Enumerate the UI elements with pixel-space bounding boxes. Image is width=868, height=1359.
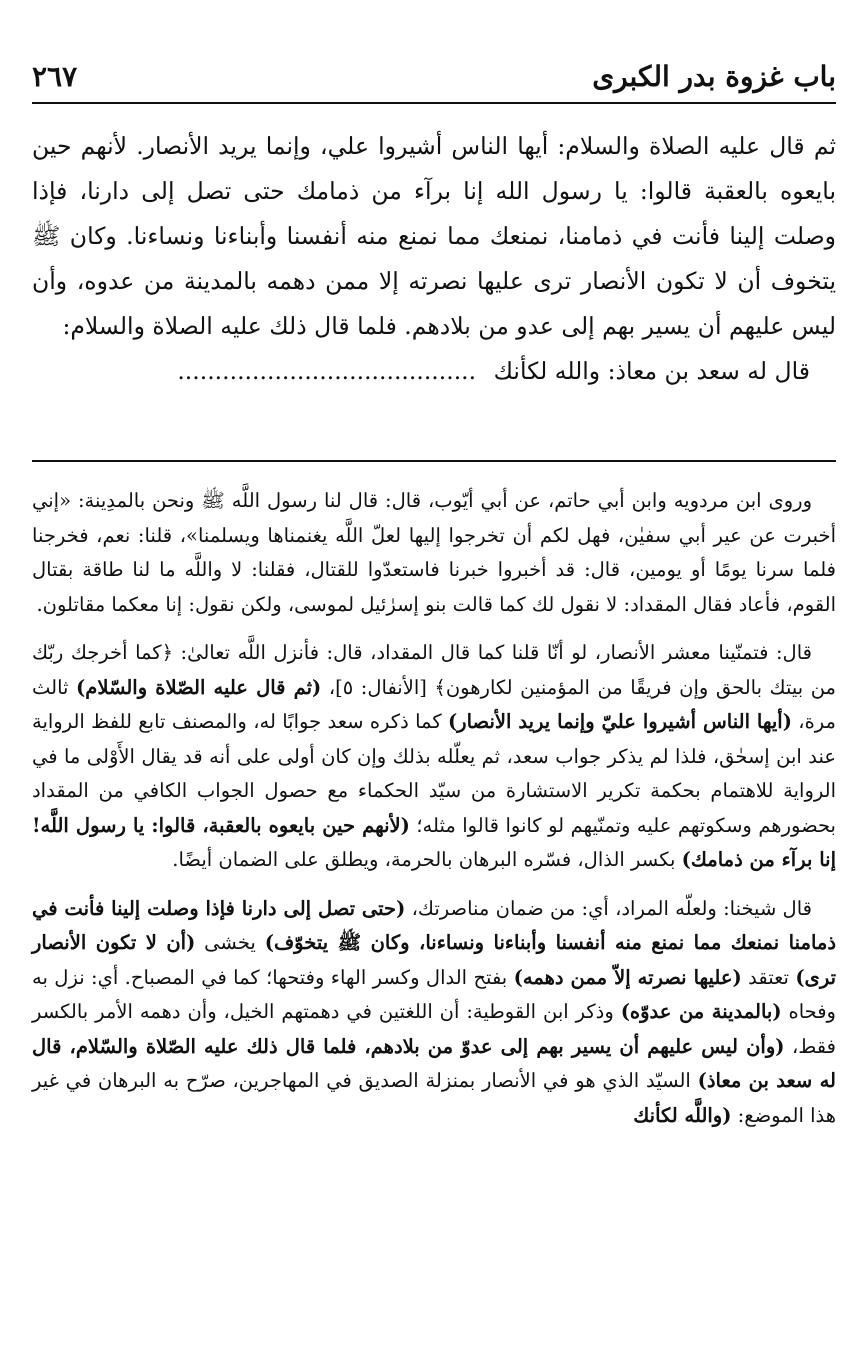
commentary-text: السيّد الذي هو في الأنصار بمنزلة الصديق في المهاجرين، صرّح به البرهان في غير هذا الموضع: xyxy=(32,1069,836,1127)
commentary-text: قال شيخنا: ولعلّه المراد، أي: من ضمان مناصرتك، xyxy=(405,896,812,920)
quoted-main-text: (بالمدينة من عدوّه) xyxy=(620,1000,782,1023)
quoted-main-text: (ثم قال عليه الصّلاة والسّلام) xyxy=(76,675,322,699)
commentary-text: قال: فتمنّينا معشر الأنصار، لو أنّا قلنا كما قال المقداد، قال: فأنزل اللَّه تعالىٰ: ﴿كما أخرجك ربّك من بيتك بالحق وإن فريقًا من المؤمنين لكارهون﴾ [الأنفال: ٥]، xyxy=(32,641,837,699)
main-text-continuation xyxy=(32,349,836,394)
chapter-title: باب غزوة بدر الكبرى xyxy=(592,59,836,93)
commentary-paragraph xyxy=(32,636,836,878)
commentary-text: ثالث مرة، xyxy=(32,675,836,733)
main-text-paragraph: ثم قال عليه الصلاة والسلام: أيها الناس أشيروا علي، وإنما يريد الأنصار. لأنهم حين بايعوه بالعقبة قالوا: يا رسول الله إنا برآء من ذمامك حتى تصل إلى دارنا، فإذا وصلت إلينا فأنت في ذمامنا، نمنعك مما نمنع منه أنفسنا وأبناءنا ونساءنا. وكان ﷺ يتخوف أن لا تكون الأنصار ترى عليها نصرته إلا ممن دهمه بالمدينة من عدوه، وأن ليس عليهم أن يسير بهم إلى عدو من بلادهم. فلما قال ذلك عليه الصلاة والسلام: xyxy=(32,132,836,340)
commentary-text: بفتح الدال وكسر الهاء وفتحها؛ كما في المصباح. أي: نزل به وفحاه xyxy=(32,965,836,1023)
commentary-paragraph xyxy=(32,484,836,622)
commentary-text: بكسر الذال، فسّره البرهان بالحرمة، ويطلق على الضمان أيضًا. xyxy=(172,848,682,871)
quoted-main-text: (أيها الناس أشيروا عليّ وإنما يريد الأنصار) xyxy=(447,710,792,733)
commentary xyxy=(32,484,836,1147)
quoted-main-text: (حتى تصل إلى دارنا فإذا وصلت إلينا فأنت في ذمامنا نمنعك مما نمنع منه أنفسنا وأبناءنا ونساءنا، وكان ﷺ يتخوّف) xyxy=(32,896,837,954)
ellipsis-dots: ........................................ xyxy=(177,357,477,385)
commentary-divider xyxy=(32,460,836,462)
commentary-text: يخشى xyxy=(195,931,265,954)
main-text xyxy=(32,124,836,394)
commentary-text: وروى ابن مردويه وابن أبي حاتم، عن أبي أيّوب، قال: قال لنا رسول اللَّه ﷺ ونحن بالمدِينة: «إني أخبرت عن عير أبي سفيٰن، فهل لكم أن تخرجوا إليها لعلّ اللَّه يغنمناها ويسلمنا»، قلنا: نعم، فخرجنا فلما سرنا يومًا أو يومين، قال: قد أخبروا خبرنا فاستعدّوا للقتال، فقلنا: لا واللَّه ما لنا طاقة بقتال القوم، فأعاد فقال المقداد: لا نقول لك كما قالت بنو إسرٰئيل لموسى، ولكن نقول: إنا معكما مقاتلون. xyxy=(32,489,836,616)
commentary-text: تعتقد xyxy=(741,965,796,989)
quoted-main-text: (واللَّه لكأنك xyxy=(633,1103,732,1127)
page-header xyxy=(32,52,836,100)
quoted-main-text: (أن لا تكون الأنصار ترى) xyxy=(32,931,837,989)
quoted-main-text: (لأنهم حين بايعوه بالعقبة، قالوا: يا رسول اللَّه! إنا برآء من ذمامك) xyxy=(32,813,836,871)
page-number: ٢٦٧ xyxy=(32,59,78,93)
quoted-main-text: (عليها نصرته إلاّ ممن دهمه) xyxy=(513,965,742,989)
commentary-text: وذكر ابن القوطية: أن اللغتين في دهمتهم الخيل، وأن دهمه الأمر بالكسر فقط، xyxy=(32,1000,836,1058)
continuation-text: قال له سعد بن معاذ: والله لكأنك xyxy=(493,357,810,385)
commentary-paragraph xyxy=(32,892,836,1134)
header-divider xyxy=(32,102,836,104)
commentary-text: كما ذكره سعد جوابًا له، والمصنف تابع للفظ الرواية عند ابن إسحٰق، فلذا لم يذكر جواب سعد، ثم يعلّله بذلك وإن كان أولى على أنه قد يقال الأَوْلى ما في الرواية للاهتمام بحكمة تكرير الاستشارة من سيّد الحكماء مع حصول الجواب الكافي من المقداد بحضورهم وسكوتهم عليه وتمنّيهم لو كانوا قالوا مثله؛ xyxy=(32,710,836,837)
quoted-main-text: (وأن ليس عليهم أن يسير بهم إلى عدوّ من بلادهم، فلما قال ذلك عليه الصّلاة والسّلام، قال له سعد بن معاذ) xyxy=(32,1034,836,1092)
